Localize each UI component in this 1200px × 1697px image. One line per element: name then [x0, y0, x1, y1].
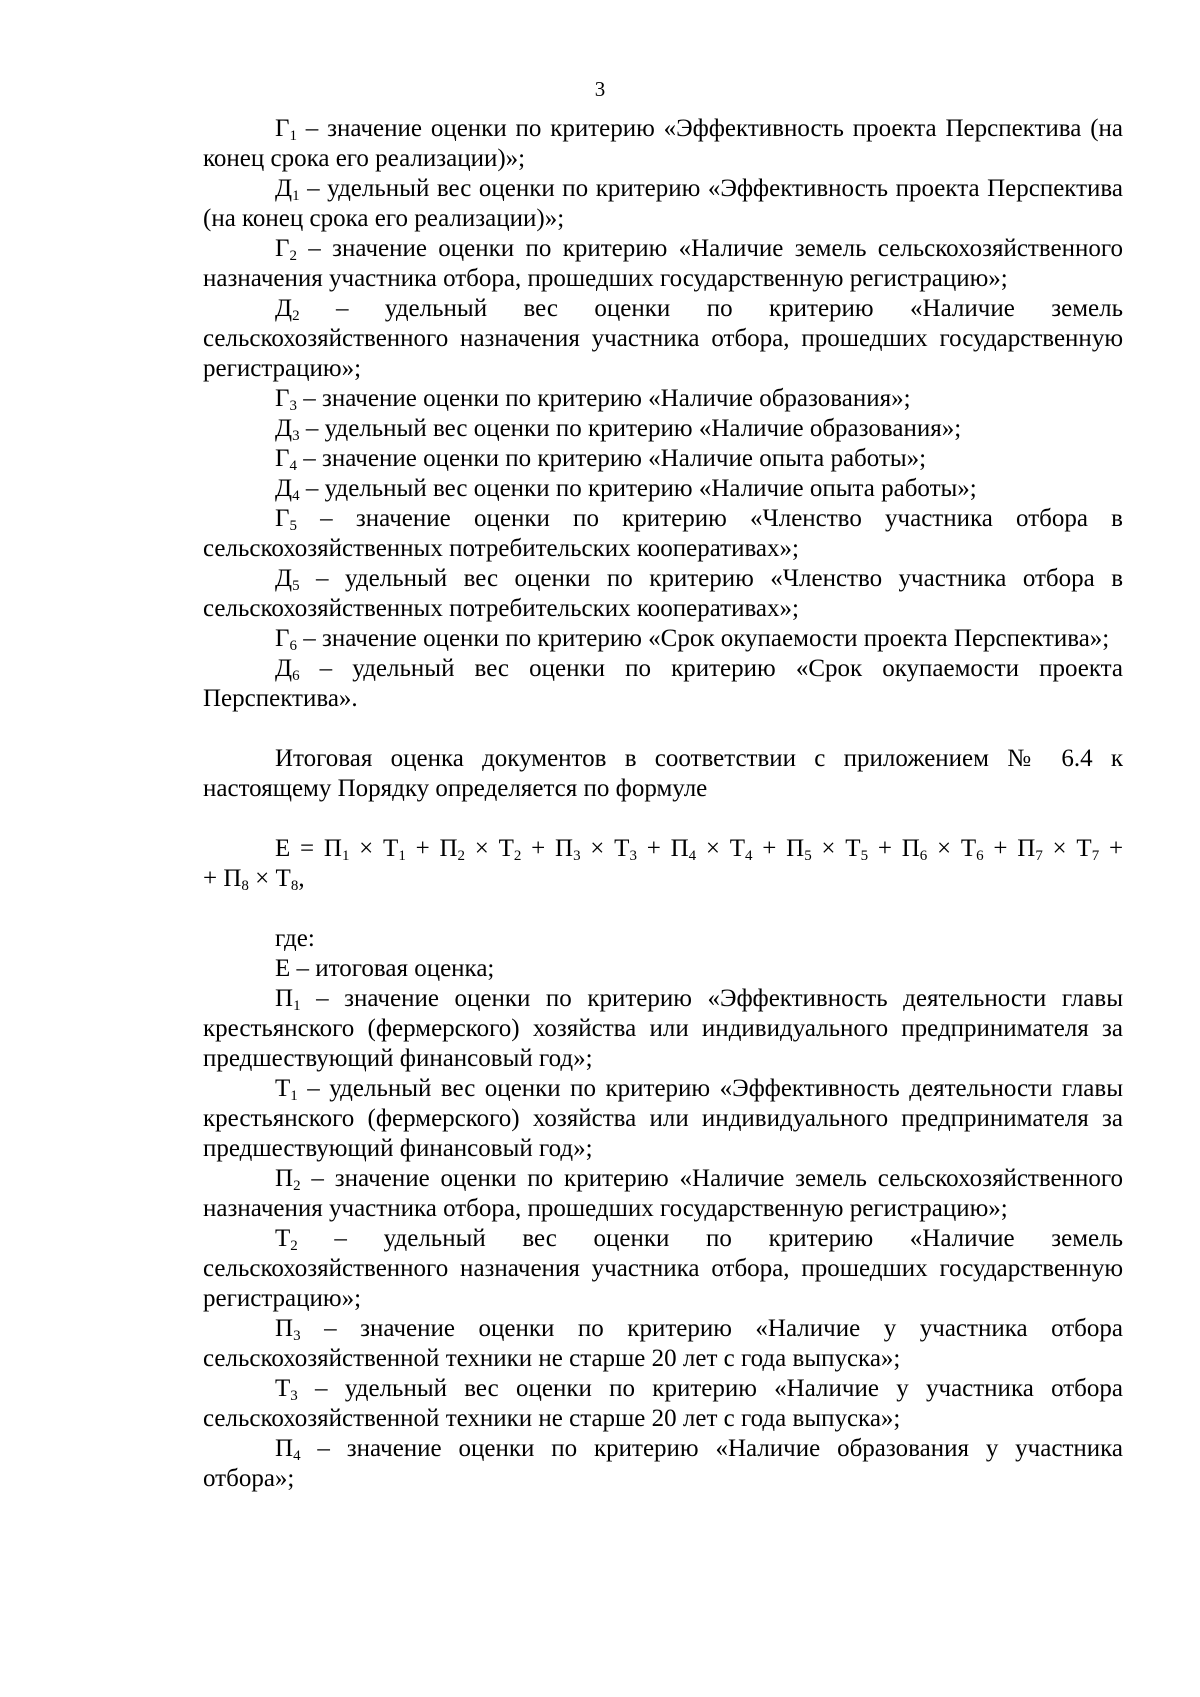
formula-end: ,	[298, 865, 305, 892]
definition-text: – удельный вес оценки по критерию «Наличие земель сельскохозяйственного назначения участника отбора, прошедших государственную регистрацию»;	[203, 1225, 1123, 1312]
formula-symbol: Т	[498, 835, 514, 862]
page-number: 3	[594, 77, 606, 101]
times-sign: ×	[465, 835, 499, 862]
variable-symbol: Т	[275, 1225, 291, 1252]
variable-subscript: 5	[292, 578, 300, 594]
definition-item	[203, 654, 1123, 714]
definition-item	[203, 174, 1123, 234]
variable-symbol: Г	[275, 235, 290, 262]
variable-subscript: 2	[292, 308, 300, 324]
definition-text: – удельный вес оценки по критерию «Эффективность деятельности главы крестьянского (фермерского) хозяйства или индивидуального предпринимателя за предшествующий финансовый год»;	[203, 1075, 1123, 1162]
variable-subscript: 1	[289, 128, 297, 144]
formula-symbol: Т	[729, 835, 746, 862]
variable-subscript: 3	[293, 1328, 301, 1344]
definitions-list-p-t	[203, 984, 1123, 1494]
times-sign: ×	[1042, 835, 1077, 862]
variable-symbol: Г	[275, 445, 290, 472]
times-sign: ×	[248, 865, 276, 892]
definition-item	[203, 234, 1123, 294]
formula-lhs: Е =	[275, 835, 324, 862]
variable-symbol: Г	[275, 505, 290, 532]
formula-subscript: 4	[745, 848, 753, 864]
formula-symbol: Т	[383, 835, 399, 862]
formula-symbol: П	[223, 865, 242, 892]
formula-subscript: 3	[629, 848, 637, 864]
plus-sign: +	[1099, 835, 1124, 862]
plus-sign: +	[868, 835, 902, 862]
formula-subscript: 4	[688, 848, 697, 864]
formula-subscript: 2	[513, 848, 522, 864]
formula-symbol: П	[786, 835, 805, 862]
variable-symbol: Д	[275, 475, 293, 502]
definition-item	[203, 624, 1123, 654]
definition-item	[203, 1224, 1123, 1314]
definition-text: – значение оценки по критерию «Наличие у участника отбора сельскохозяйственной техники не старше 20 лет с года выпуска»;	[203, 1315, 1123, 1372]
plus-sign: +	[203, 865, 224, 892]
definition-item	[203, 414, 1123, 444]
formula-line	[203, 834, 1123, 864]
variable-subscript: 1	[290, 1088, 298, 1104]
formula-subscript: 5	[804, 848, 812, 864]
definition-item	[203, 1374, 1123, 1434]
variable-subscript: 4	[289, 458, 297, 474]
formula-symbol: П	[555, 835, 574, 862]
definition-text: – удельный вес оценки по критерию «Наличие образования»;	[299, 415, 962, 442]
variable-symbol: П	[275, 1435, 294, 1462]
variable-symbol: Т	[275, 1375, 291, 1402]
definition-item	[203, 1314, 1123, 1374]
formula-symbol: П	[439, 835, 458, 862]
definition-text: – значение оценки по критерию «Эффективность деятельности главы крестьянского (фермерского) хозяйства или индивидуального предпринимателя за предшествующий финансовый год»;	[203, 985, 1123, 1072]
variable-subscript: 3	[290, 1388, 298, 1404]
plus-sign: +	[521, 835, 555, 862]
definition-text: – значение оценки по критерию «Наличие образования»;	[296, 385, 911, 412]
spacer	[203, 714, 1123, 744]
formula-subscript: 6	[919, 848, 928, 864]
definition-item	[203, 474, 1123, 504]
definition-item	[203, 504, 1123, 564]
variable-subscript: 1	[293, 998, 301, 1014]
plus-sign: +	[752, 835, 787, 862]
variable-subscript: 2	[290, 1238, 298, 1254]
formula-subscript: 7	[1035, 848, 1043, 864]
definition-item	[203, 1074, 1123, 1164]
formula-line	[203, 864, 1123, 894]
variable-symbol: Т	[275, 1075, 291, 1102]
formula-e	[203, 834, 1123, 894]
definition-text: – удельный вес оценки по критерию «Срок окупаемости проекта Перспектива».	[203, 655, 1123, 712]
variable-subscript: 4	[292, 488, 300, 504]
variable-symbol: П	[275, 1165, 294, 1192]
spacer	[203, 894, 1123, 924]
document-body	[203, 114, 1123, 1494]
variable-subscript: 6	[292, 668, 300, 684]
definition-text: – удельный вес оценки по критерию «Наличие земель сельскохозяйственного назначения участника отбора, прошедших государственную регистрацию»;	[203, 295, 1123, 382]
variable-symbol: П	[275, 1315, 294, 1342]
variable-symbol: Г	[275, 115, 290, 142]
e-definition: Е – итоговая оценка;	[275, 955, 495, 982]
variable-symbol: Г	[275, 625, 290, 652]
formula-symbol: Т	[275, 865, 291, 892]
times-sign: ×	[580, 835, 615, 862]
variable-subscript: 5	[289, 518, 297, 534]
variable-subscript: 2	[293, 1178, 301, 1194]
variable-symbol: П	[275, 985, 294, 1012]
definitions-list-g-d	[203, 114, 1123, 714]
formula-subscript: 7	[1091, 848, 1100, 864]
variable-symbol: Д	[275, 295, 293, 322]
formula-subscript: 8	[241, 878, 249, 894]
formula-subscript: 5	[860, 848, 869, 864]
formula-symbol: Т	[845, 835, 861, 862]
times-sign: ×	[927, 835, 961, 862]
formula-symbol: П	[670, 835, 689, 862]
spacer	[203, 804, 1123, 834]
definition-item	[203, 294, 1123, 384]
definition-text: – значение оценки по критерию «Срок окупаемости проекта Перспектива»;	[296, 625, 1110, 652]
definition-text: – удельный вес оценки по критерию «Наличие опыта работы»;	[299, 475, 977, 502]
variable-symbol: Д	[275, 655, 293, 682]
definition-item	[203, 1434, 1123, 1494]
formula-intro: Итоговая оценка документов в соответствии с приложением № 6.4 к настоящему Порядку определяется по формуле	[203, 745, 1123, 802]
definition-text: – удельный вес оценки по критерию «Эффективность проекта Перспектива (на конец срока его реализации)»;	[203, 175, 1123, 232]
definition-text: – удельный вес оценки по критерию «Членство участника отбора в сельскохозяйственных потребительских кооперативах»;	[203, 565, 1123, 622]
formula-subscript: 1	[398, 848, 406, 864]
formula-subscript: 2	[457, 848, 465, 864]
definition-item	[203, 984, 1123, 1074]
formula-symbol: Т	[614, 835, 630, 862]
definition-text: – значение оценки по критерию «Наличие земель сельскохозяйственного назначения участника отбора, прошедших государственную регистрацию»;	[203, 235, 1123, 292]
times-sign: ×	[349, 835, 384, 862]
plus-sign: +	[636, 835, 671, 862]
formula-subscript: 1	[341, 848, 350, 864]
times-sign: ×	[696, 835, 730, 862]
definition-text: – значение оценки по критерию «Эффективность проекта Перспектива (на конец срока его реализации)»;	[203, 115, 1123, 172]
formula-symbol: Т	[960, 835, 977, 862]
plus-sign: +	[983, 835, 1018, 862]
variable-subscript: 3	[292, 428, 300, 444]
definition-text: – значение оценки по критерию «Наличие земель сельскохозяйственного назначения участника отбора, прошедших государственную регистрацию»;	[203, 1165, 1123, 1222]
plus-sign: +	[405, 835, 440, 862]
definition-text: – удельный вес оценки по критерию «Наличие у участника отбора сельскохозяйственной техники не старше 20 лет с года выпуска»;	[203, 1375, 1123, 1432]
variable-symbol: Д	[275, 415, 293, 442]
formula-subscript: 8	[290, 878, 299, 894]
definition-text: – значение оценки по критерию «Наличие образования у участника отбора»;	[203, 1435, 1123, 1492]
definition-item	[203, 114, 1123, 174]
formula-subscript: 3	[573, 848, 581, 864]
definition-item	[203, 384, 1123, 414]
definition-item	[203, 564, 1123, 624]
formula-symbol: П	[323, 835, 342, 862]
variable-subscript: 4	[293, 1448, 301, 1464]
variable-subscript: 6	[289, 638, 297, 654]
variable-subscript: 1	[292, 188, 300, 204]
definition-item	[203, 1164, 1123, 1224]
variable-symbol: Г	[275, 385, 290, 412]
formula-symbol: Т	[1076, 835, 1092, 862]
times-sign: ×	[811, 835, 846, 862]
formula-symbol: П	[1017, 835, 1036, 862]
formula-subscript: 6	[976, 848, 984, 864]
variable-subscript: 2	[289, 248, 297, 264]
formula-symbol: П	[901, 835, 920, 862]
where-label: где:	[275, 925, 315, 952]
variable-symbol: Д	[275, 175, 293, 202]
variable-symbol: Д	[275, 565, 293, 592]
definition-text: – значение оценки по критерию «Наличие опыта работы»;	[296, 445, 927, 472]
definition-item	[203, 444, 1123, 474]
definition-text: – значение оценки по критерию «Членство участника отбора в сельскохозяйственных потребительских кооперативах»;	[203, 505, 1123, 562]
variable-subscript: 3	[289, 398, 297, 414]
